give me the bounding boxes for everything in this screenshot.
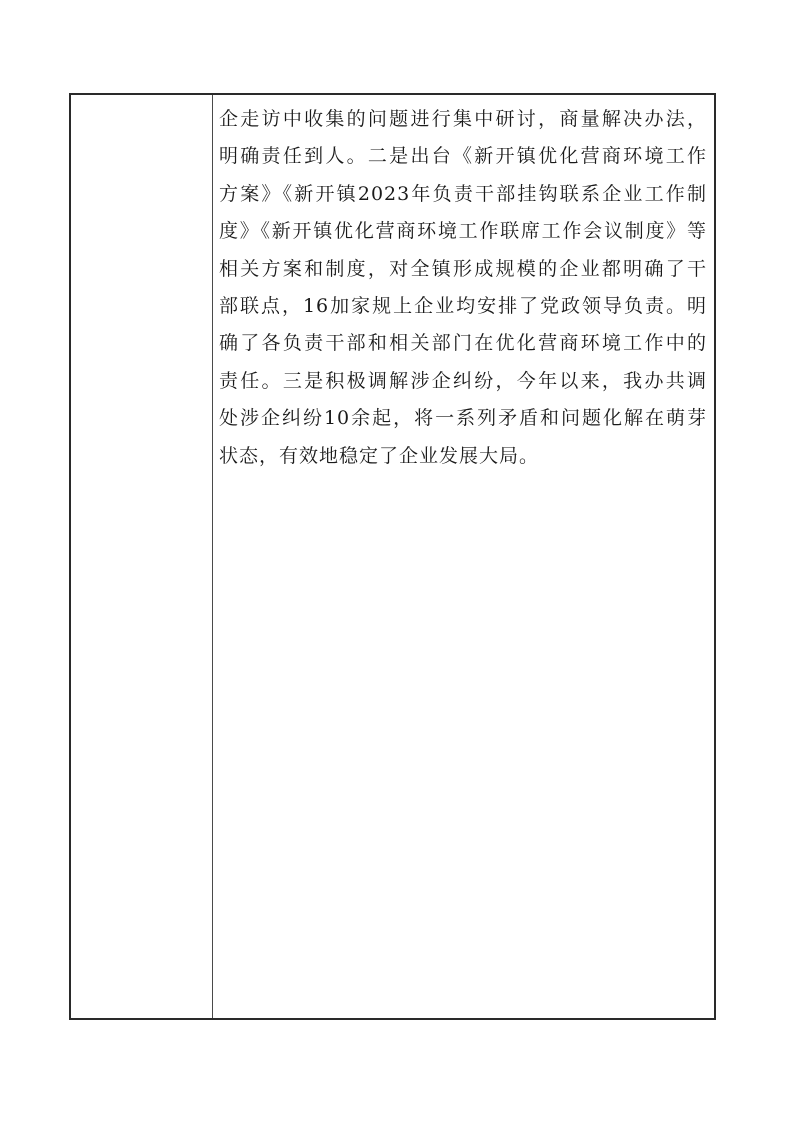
text-line-5: 相关方案和制度，对全镇形成规模的企业都明确了干 [219,257,707,280]
text-line-6: 部联点，16加家规上企业均安排了党政领导负责。明 [219,294,707,317]
text-line-7: 确了各负责干部和相关部门在优化营商环境工作中的 [219,332,707,355]
text-line-9: 处涉企纠纷10余起，将一系列矛盾和问题化解在萌芽 [219,407,707,430]
text-line-2: 明确责任到人。二是出台《新开镇优化营商环境工作 [219,145,707,168]
document-table [69,93,716,1020]
text-line-10: 状态，有效地稳定了企业发展大局。 [219,444,540,467]
text-line-4: 度》《新开镇优化营商环境工作联席工作会议制度》等 [219,220,707,243]
content-cell [219,101,707,475]
text-line-8: 责任。三是积极调解涉企纠纷，今年以来，我办共调 [219,369,707,392]
text-line-1: 企走访中收集的问题进行集中研讨，商量解决办法， [219,108,707,130]
column-divider [212,95,213,1018]
text-line-3: 方案》《新开镇2023年负责干部挂钩联系企业工作制 [219,182,707,205]
